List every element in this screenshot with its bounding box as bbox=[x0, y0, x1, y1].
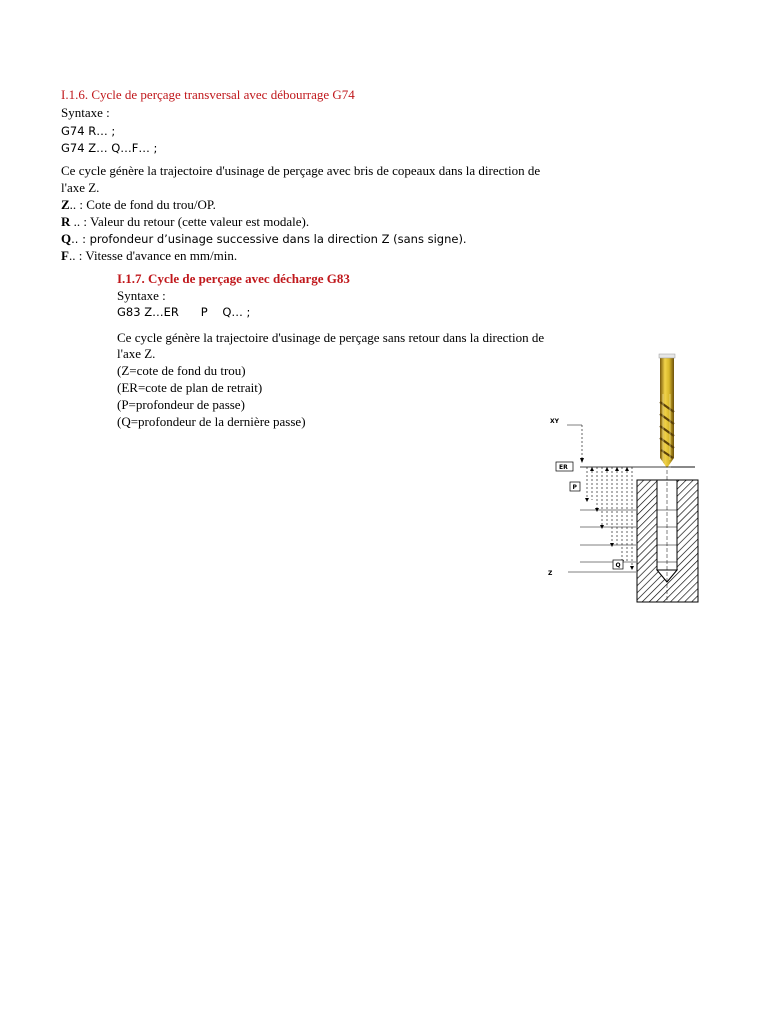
workpiece bbox=[637, 470, 698, 602]
param-r-text: .. : Valeur du retour (cette valeur est modale). bbox=[70, 214, 310, 229]
depth-lines bbox=[580, 510, 636, 562]
section-2-description-line-1: Ce cycle génère la trajectoire d'usinage de perçage sans retour dans la direction de bbox=[117, 330, 545, 345]
note-p: (P=profondeur de passe) bbox=[117, 397, 245, 412]
section-1-heading: I.1.6. Cycle de perçage transversal avec débourrage G74 bbox=[61, 87, 355, 102]
param-q bbox=[61, 230, 467, 248]
q-label: Q bbox=[615, 562, 621, 569]
peck-path bbox=[587, 467, 632, 568]
drill-bit bbox=[659, 354, 675, 468]
param-z bbox=[61, 196, 216, 214]
param-z-key: Z bbox=[61, 197, 70, 212]
section-2-heading: I.1.7. Cycle de perçage avec décharge G83 bbox=[117, 271, 350, 286]
z-label: Z bbox=[548, 570, 553, 577]
peck-arrowheads bbox=[585, 467, 634, 570]
param-q-text: .. : profondeur d’usinage successive dans la direction Z (sans signe). bbox=[71, 232, 467, 246]
param-r-key: R bbox=[61, 214, 71, 229]
g83-cycle-diagram bbox=[540, 350, 720, 605]
section-1-description-line-1: Ce cycle génère la trajectoire d'usinage de perçage avec bris de copeaux dans la direction de bbox=[61, 163, 541, 178]
note-z: (Z=cote de fond du trou) bbox=[117, 363, 246, 378]
section-1-description-line-2: l'axe Z. bbox=[61, 180, 100, 195]
param-r bbox=[61, 213, 309, 231]
section-2-description-line-2: l'axe Z. bbox=[117, 346, 156, 361]
param-f-text: .. : Vitesse d'avance en mm/min. bbox=[68, 248, 238, 263]
section-1-syntax-line-2: G74 Z… Q…F… ; bbox=[61, 141, 158, 155]
p-label: P bbox=[572, 484, 577, 491]
note-er: (ER=cote de plan de retrait) bbox=[117, 380, 263, 395]
param-q-key: Q bbox=[61, 231, 72, 246]
note-q: (Q=profondeur de la dernière passe) bbox=[117, 414, 306, 429]
section-1-syntax-label: Syntaxe : bbox=[61, 105, 110, 120]
xy-label: XY bbox=[550, 418, 559, 425]
section-2-syntax-line: G83 Z…ER P Q… ; bbox=[117, 305, 251, 319]
param-f-key: F bbox=[61, 248, 69, 263]
param-f bbox=[61, 247, 237, 265]
section-2-syntax-label: Syntaxe : bbox=[117, 288, 166, 303]
er-label: ER bbox=[559, 464, 568, 471]
section-1-syntax-line-1: G74 R… ; bbox=[61, 124, 116, 138]
param-z-text: .. : Cote de fond du trou/OP. bbox=[69, 197, 216, 212]
